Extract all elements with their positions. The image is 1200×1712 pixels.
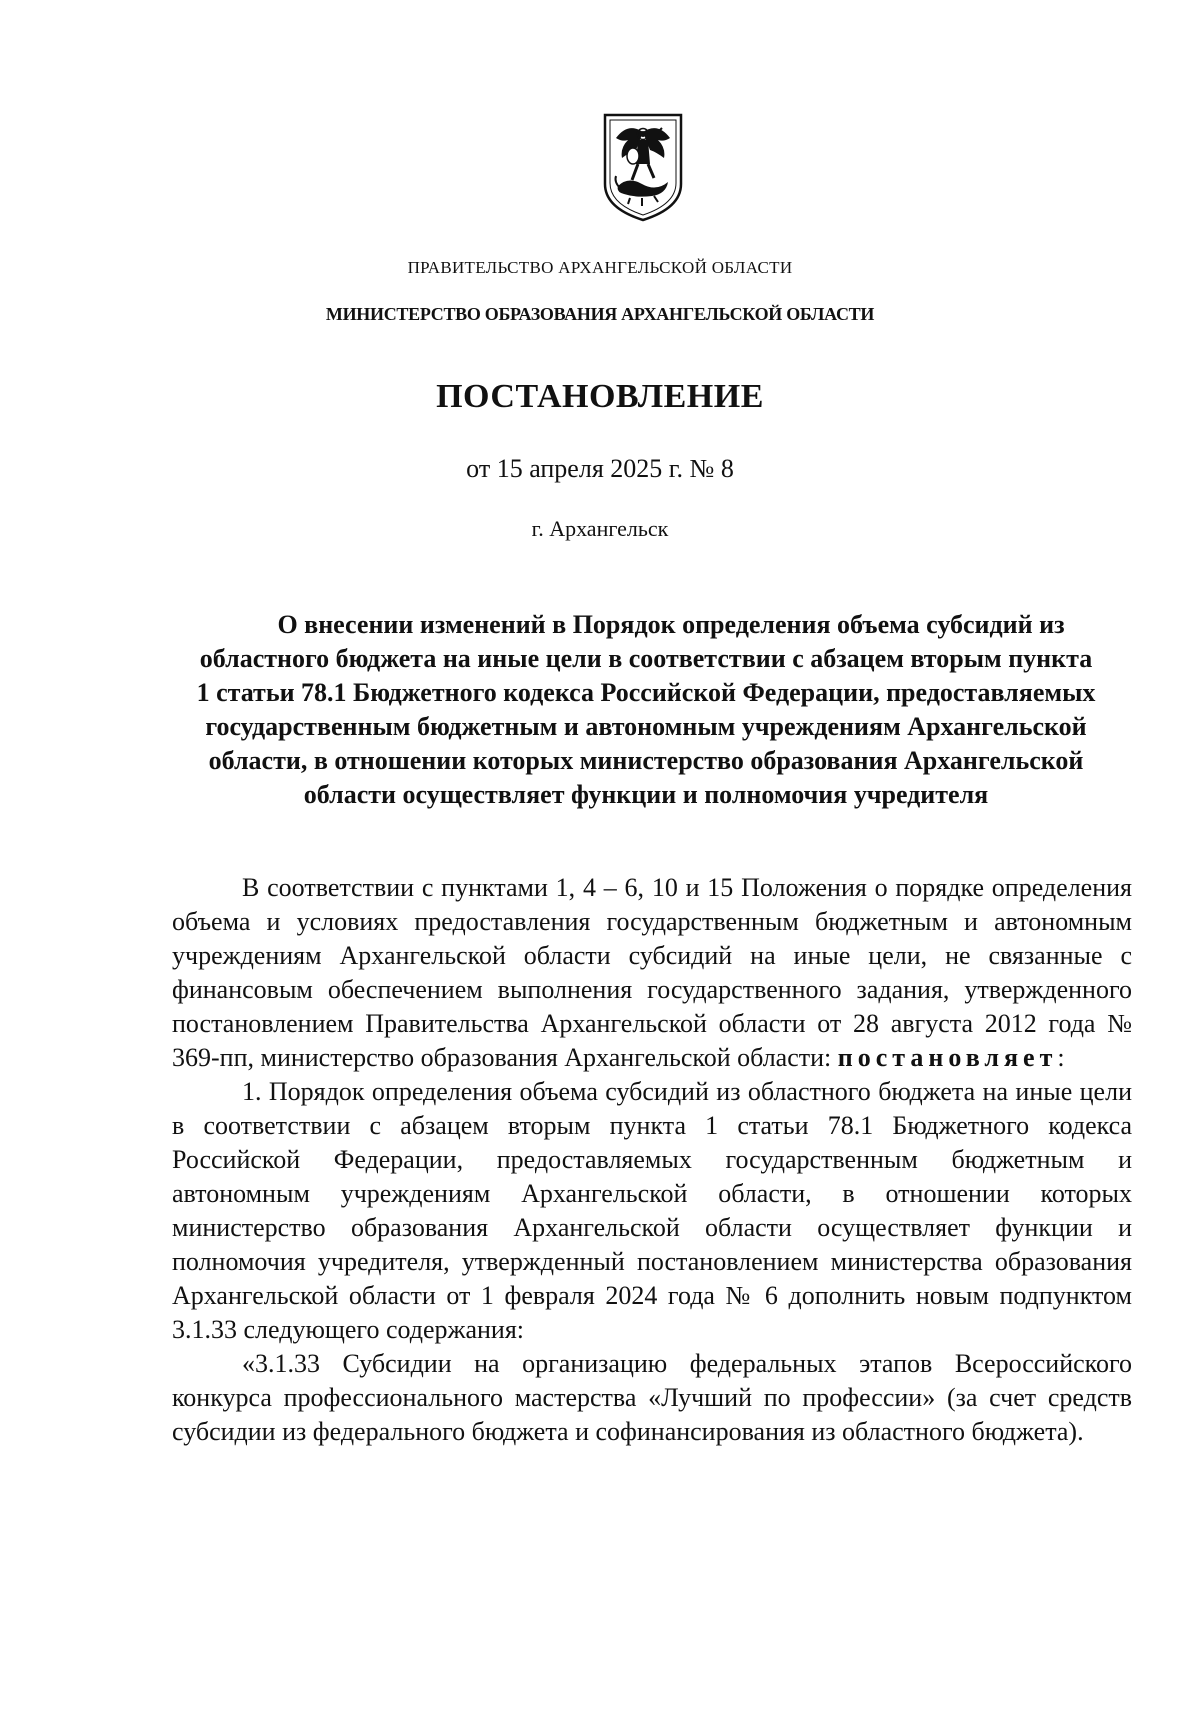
document-city: г. Архангельск (531, 516, 669, 541)
coat-of-arms-icon-graphic (602, 112, 684, 222)
document-date-number: от 15 апреля 2025 г. № 8 (466, 454, 734, 483)
decree-word: постановляет (837, 1043, 1058, 1072)
document-body (172, 871, 1132, 1449)
government-name: ПРАВИТЕЛЬСТВО АРХАНГЕЛЬСКОЙ ОБЛАСТИ (407, 258, 793, 277)
coat-of-arms-icon (602, 112, 684, 222)
document-type: ПОСТАНОВЛЕНИЕ (436, 378, 764, 415)
ministry-name: МИНИСТЕРСТВО ОБРАЗОВАНИЯ АРХАНГЕЛЬСКОЙ ОБЛАСТИ (325, 304, 875, 324)
preamble-paragraph (172, 871, 1132, 1075)
item-1-paragraph: 1. Порядок определения объема субсидий из областного бюджета на иные цели в соответствии с абзацем вторым пункта 1 статьи 78.1 Бюджетного кодекса Российской Федерации, предоставляемых государственным бюджетным и автономным учреждениям Архангельской области, в отношении которых министерство образования Архангельской области осуществляет функции и полномочия учредителя, утвержденный постановлением министерства образования Архангельской области от 1 февраля 2024 года № 6 дополнить новым подпунктом 3.1.33 следующего содержания: (172, 1077, 1132, 1344)
decree-colon: : (1057, 1043, 1065, 1072)
document-title: О внесении изменений в Порядок определения объема субсидий из областного бюджета на иные цели в соответствии с абзацем вторым пункта 1 статьи 78.1 Бюджетного кодекса Российской Федерации, предоставляемых государственным бюджетным и автономным учреждениям Архангельской области, в отношении которых министерство образования Архангельской области осуществляет функции и полномочия учредителя (196, 610, 1096, 809)
item-1-quote-paragraph: «3.1.33 Субсидии на организацию федеральных этапов Всероссийского конкурса профессионального мастерства «Лучший по профессии» (за счет средств субсидии из федерального бюджета и софинансирования из областного бюджета). (172, 1349, 1132, 1446)
preamble-text: В соответствии с пунктами 1, 4 – 6, 10 и 15 Положения о порядке определения объема и условиях предоставления государственным бюджетным и автономным учреждениям Архангельской области субсидий на иные цели, не связанные с финансовым обеспечением выполнения государственного задания, утвержденного постановлением Правительства Архангельской области от 28 августа 2012 года № 369-пп, министерство образования Архангельской области: (172, 873, 1132, 1072)
